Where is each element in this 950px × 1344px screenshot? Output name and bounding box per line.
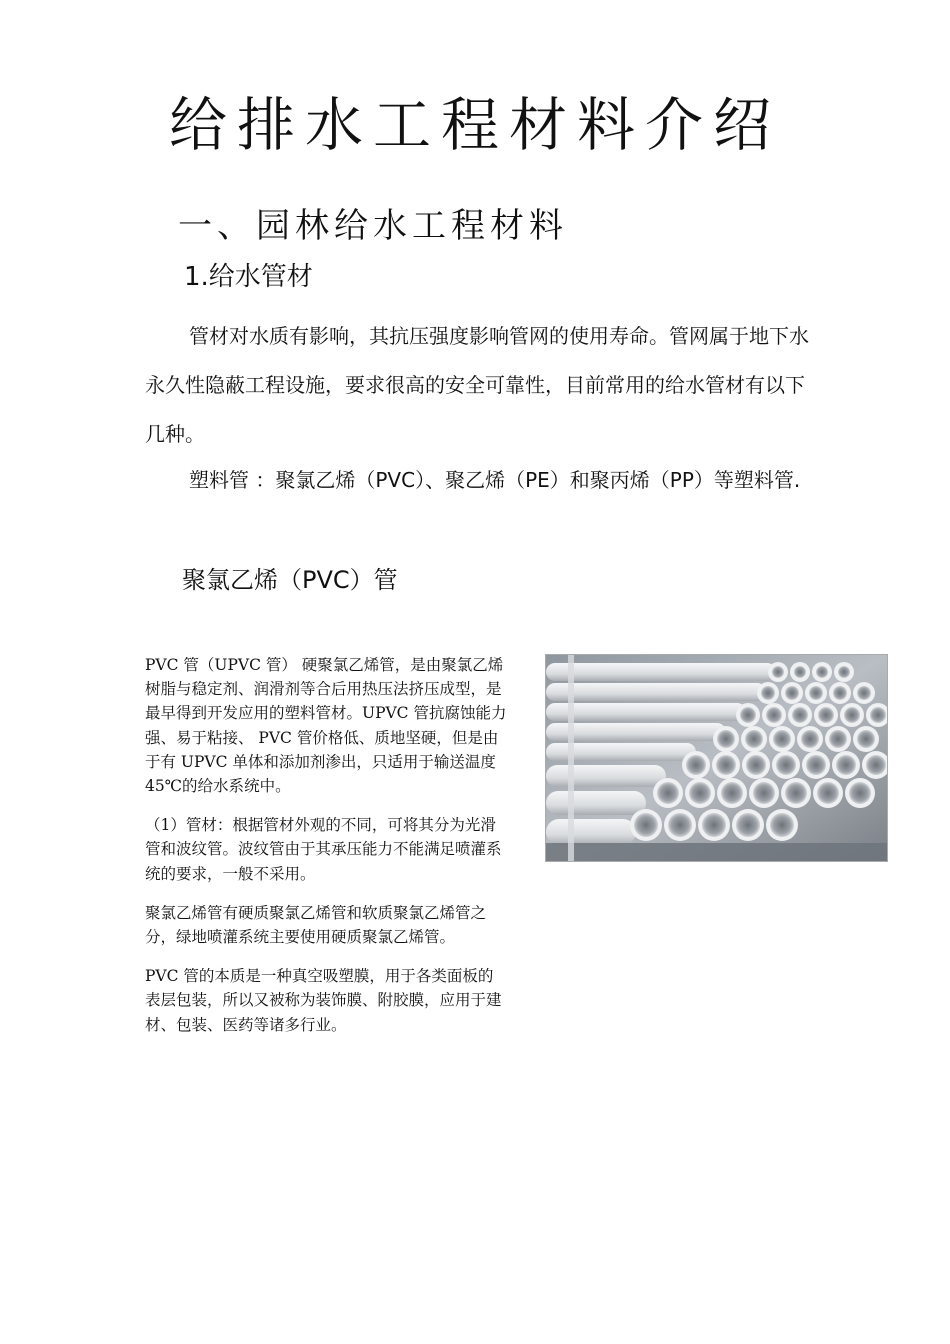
- plastic-pipes-paragraph: 塑料管 ：聚氯乙烯（PVC）、聚乙烯（PE）和聚丙烯（PP）等塑料管.: [189, 468, 801, 492]
- pvc-paragraph-2: （1）管材：根据管材外观的不同，可将其分为光滑管和波纹管。波纹管由于其承压能力不能满足喷灌系统的要求，一般不采用。: [145, 816, 502, 883]
- pvc-heading: 聚氯乙烯（PVC）管: [182, 566, 398, 594]
- pvc-paragraph-3: 聚氯乙烯管有硬质聚氯乙烯管和软质聚氯乙烯管之分，绿地喷灌系统主要使用硬质聚氯乙烯管。: [145, 903, 487, 947]
- section-heading: 一、园林给水工程材料: [178, 206, 568, 246]
- pvc-pipes-illustration: [546, 655, 888, 862]
- pvc-paragraph-1: PVC 管（UPVC 管） 硬聚氯乙烯管，是由聚氯乙烯树脂与稳定剂、润滑剂等合后用热压法挤压成型，是最早得到开发应用的塑料管材。UPVC 管抗腐蚀能力强、易于粘接、 PVC 管价格低、质地坚硬，但是由于有 UPVC 单体和添加剂渗出，只适用于输送温度 45℃的给水系统中。: [145, 656, 507, 796]
- pvc-pipes-photo: [545, 654, 888, 862]
- intro-paragraph: 管材对水质有影响，其抗压强度影响管网的使用寿命。管网属于地下水永久性隐蔽工程设施，要求很高的安全可靠性，目前常用的给水管材有以下几种。: [145, 324, 809, 446]
- pvc-paragraph-4: PVC 管的本质是一种真空吸塑膜，用于各类面板的表层包装，所以又被称为装饰膜、附胶膜，应用于建材、包装、医药等诸多行业。: [145, 967, 502, 1034]
- pvc-text-column: [145, 653, 507, 1052]
- subsection-heading: 1.给水管材: [184, 262, 313, 292]
- document-title: 给排水工程材料介绍: [168, 91, 781, 159]
